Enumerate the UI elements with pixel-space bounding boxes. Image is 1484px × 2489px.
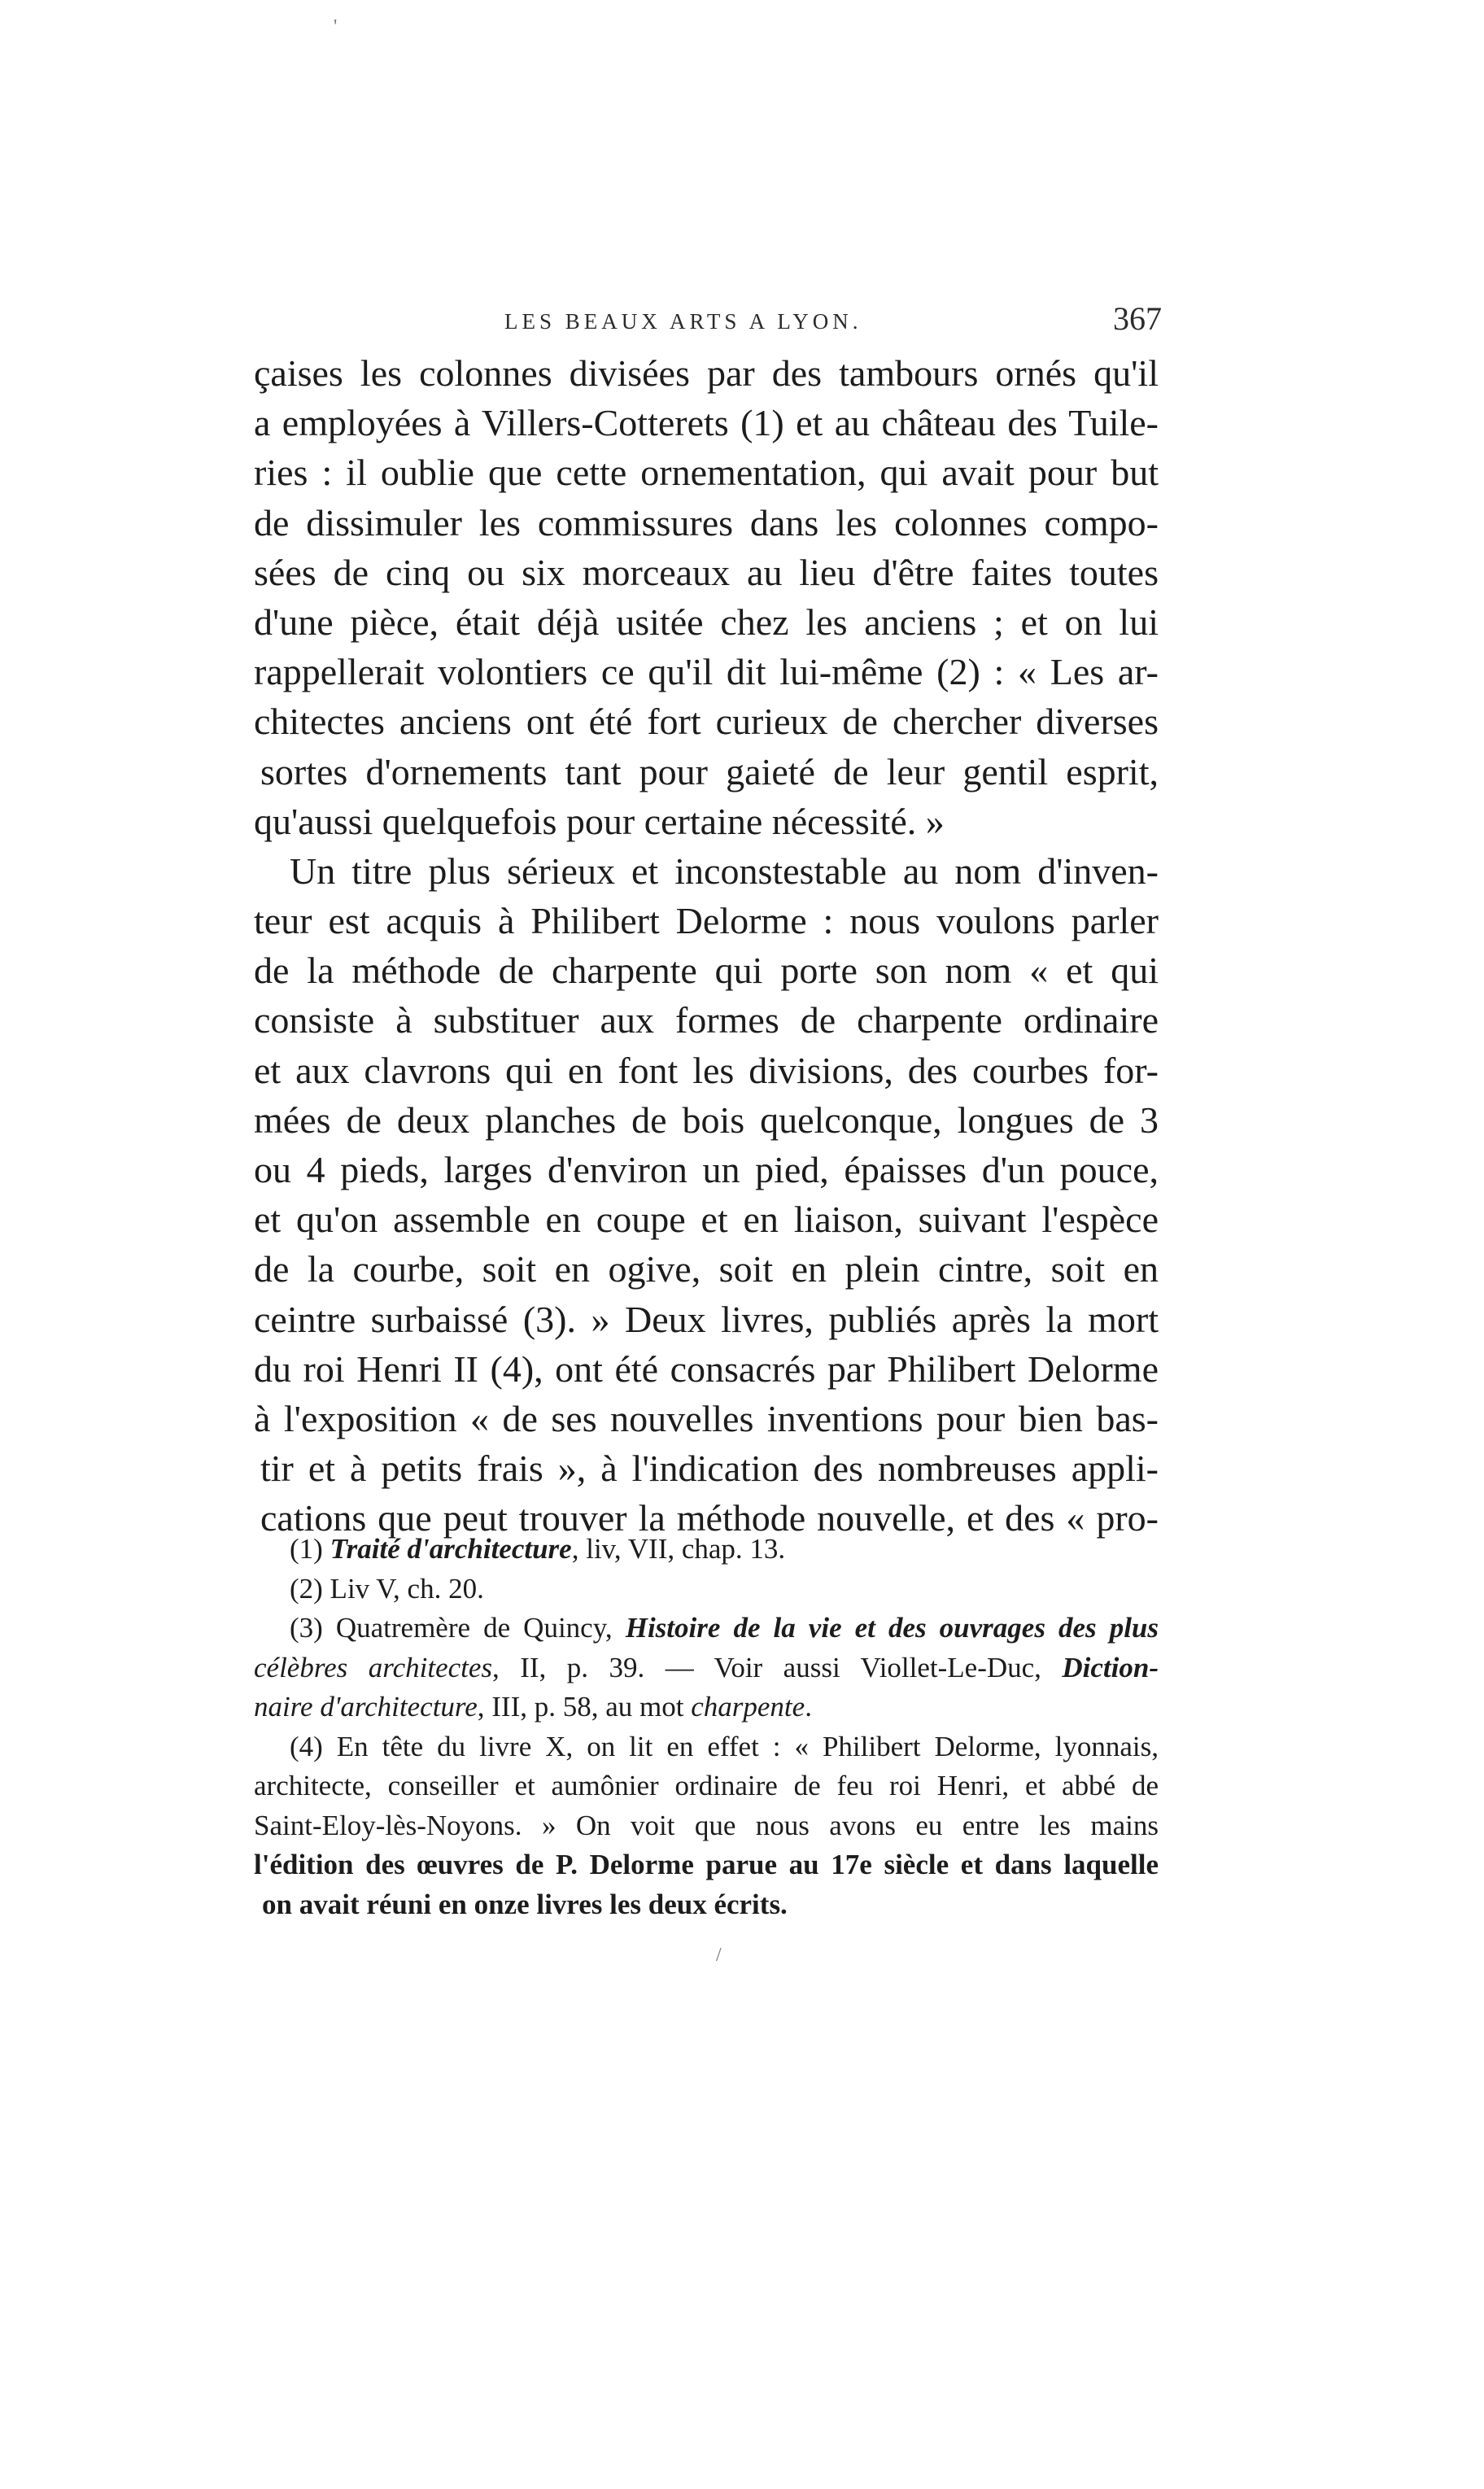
text-line: ou 4 pieds, larges d'environ un pied, épaisses d'un pouce,: [254, 1149, 1159, 1190]
text-line: qu'aussi quelquefois pour certaine nécessité. »: [254, 800, 945, 842]
page-header: [259, 299, 1162, 348]
scan-speck: ': [334, 16, 338, 37]
text-line: sortes d'ornements tant pour gaieté de leur gentil esprit,: [260, 750, 1159, 793]
text-line: de dissimuler les commissures dans les colonnes compo-: [254, 501, 1159, 544]
footnote-1: (1) Traité d'architecture, liv, VII, chap. 13.: [290, 1533, 786, 1565]
text-line: teur est acquis à Philibert Delorme : nous voulons parler: [254, 900, 1159, 942]
footnotes: [254, 1530, 1159, 1924]
text-line: et qu'on assemble en coupe et en liaison, suivant l'espèce: [254, 1199, 1159, 1241]
text-line: ries : il oublie que cette ornementation, qui avait pour but: [254, 452, 1159, 494]
text-line: du roi Henri II (4), ont été consacrés par Philibert Delorme: [254, 1347, 1159, 1390]
running-title: LES BEAUX ARTS A LYON.: [504, 309, 862, 334]
text-line: rappellerait volontiers ce qu'il dit lui-même (2) : « Les ar-: [254, 651, 1159, 693]
main-text: [254, 348, 1159, 1544]
text-line: tir et à petits frais », à l'indication des nombreuses appli-: [260, 1448, 1159, 1490]
text-line: chitectes anciens ont été fort curieux de chercher diverses: [254, 701, 1159, 743]
footnote-4-line: (4) En tête du livre X, on lit en effet : « Philibert Delorme, lyonnais,: [290, 1730, 1159, 1762]
text-line: cations que peut trouver la méthode nouvelle, et des « pro-: [260, 1497, 1159, 1539]
footnote-4-line: l'édition des œuvres de P. Delorme parue au 17e siècle et dans laquelle: [254, 1849, 1159, 1880]
text-line: d'une pièce, était déjà usitée chez les anciens ; et on lui: [254, 600, 1159, 643]
text-line: à l'exposition « de ses nouvelles inventions pour bien bas-: [254, 1397, 1159, 1439]
footnote-4-line: Saint-Eloy-lès-Noyons. » On voit que nous avons eu entre les mains: [254, 1809, 1159, 1841]
scan-speck: /: [716, 1945, 722, 1966]
text-line: de la courbe, soit en ogive, soit en plein cintre, soit en: [254, 1248, 1159, 1290]
footnote-3-line: célèbres architectes, II, p. 39. — Voir aussi Viollet-Le-Duc, Diction-: [254, 1651, 1159, 1683]
text-line: et aux clavrons qui en font les divisions, des courbes for-: [254, 1049, 1159, 1091]
footnote-2: (2) Liv V, ch. 20.: [290, 1572, 484, 1605]
footnote-3-line: naire d'architecture, III, p. 58, au mot charpente.: [254, 1691, 812, 1723]
footnote-4-line: architecte, conseiller et aumônier ordinaire de feu roi Henri, et abbé de: [254, 1770, 1159, 1801]
text-line: sées de cinq ou six morceaux au lieu d'être faites toutes: [254, 551, 1159, 593]
footnote-4-line: on avait réuni en onze livres les deux écrits.: [262, 1888, 788, 1920]
text-line: de la méthode de charpente qui porte son nom « et qui: [254, 950, 1159, 992]
text-line: ceintre surbaissé (3). » Deux livres, publiés après la mort: [254, 1298, 1159, 1340]
text-line: consiste à substituer aux formes de charpente ordinaire: [254, 999, 1159, 1041]
text-line: mées de deux planches de bois quelconque, longues de 3: [254, 1098, 1159, 1141]
footnote-3-line: (3) Quatremère de Quincy, Histoire de la vie et des ouvrages des plus: [290, 1612, 1159, 1644]
page-number: 367: [1113, 300, 1162, 337]
text-line: a employées à Villers-Cotterets (1) et au château des Tuile-: [254, 402, 1159, 444]
text-line: çaises les colonnes divisées par des tambours ornés qu'il: [254, 352, 1159, 394]
text-line: Un titre plus sérieux et inconstestable au nom d'inven-: [290, 849, 1159, 892]
